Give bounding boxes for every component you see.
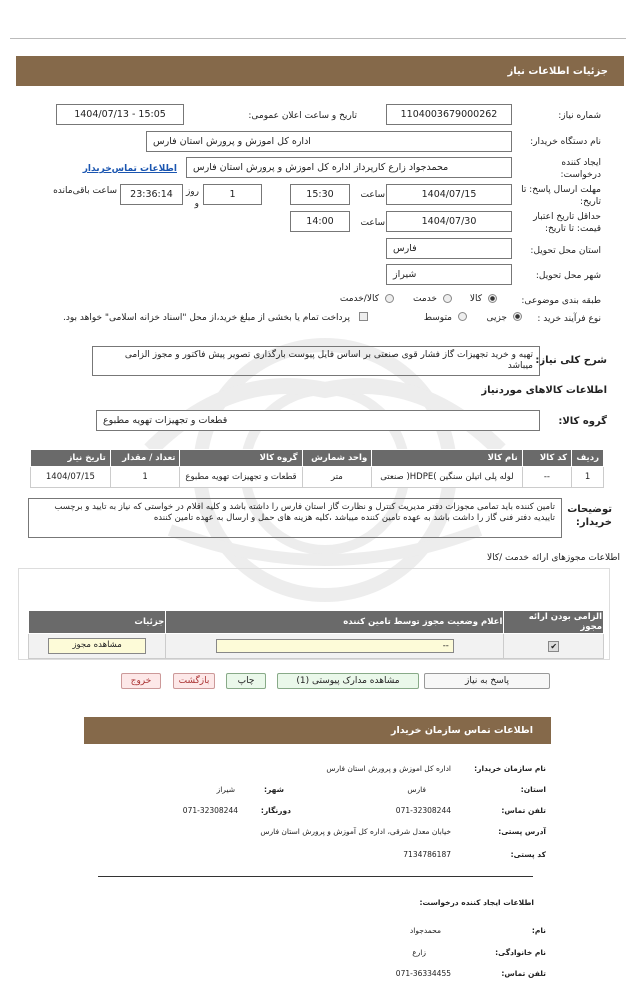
creator-label: ایجاد کننده درخواست:: [560, 158, 601, 180]
page-title: جزئیات اطلاعات نیاز: [507, 66, 608, 77]
validity-label: حداقل تاریخ اعتبار قیمت: تا تاریخ:: [533, 212, 601, 234]
attachments-button[interactable]: مشاهده مدارک پیوستی (1): [277, 673, 419, 689]
permits-table: [28, 610, 604, 659]
goods-group-label: گروه کالا:: [558, 416, 607, 427]
contact-header: [84, 717, 551, 744]
view-permit-button[interactable]: مشاهده مجوز: [48, 638, 146, 654]
announce-field: 1404/07/13 - 15:05: [56, 104, 184, 125]
contact-org-label: نام سازمان خریدار:: [474, 764, 546, 773]
province-field: فارس: [386, 238, 512, 259]
buyer-contact-link[interactable]: اطلاعات تماس‌خریدار: [82, 164, 177, 174]
exit-button[interactable]: خروج: [121, 673, 161, 689]
announce-label: تاریخ و ساعت اعلان عمومی:: [248, 111, 357, 121]
category-label: طبقه بندی موضوعی:: [521, 296, 601, 306]
buyer-notes-box: تامین کننده باید تمامی مجوزات دفتر مدیریت کنترل و نظارت گاز استان فارس را داشته باشد و کلیه اقلام در خواستی که نیاز به تایید و برچسب تاییدیه دفتر فنی گاز را داشت باشد به عهده تامین کننده میباشد ،کلیه هزینه های حمل و ارسال به عهده تامین کننده: [28, 498, 562, 538]
cell-details: [29, 634, 166, 659]
cell-name: لوله پلی اتیلن سنگین )HDPE( صنعتی: [372, 467, 522, 488]
cell-unit: متر: [302, 467, 372, 488]
back-button[interactable]: بازگشت: [173, 673, 215, 689]
cell-row: 1: [572, 467, 604, 488]
contact-title: اطلاعات تماس سازمان خریدار: [390, 725, 533, 736]
process-medium-label: متوسط: [423, 313, 452, 323]
contact-city-label: شهر:: [264, 785, 284, 794]
goods-group-field: قطعات و تجهیزات تهویه مطبوع: [96, 410, 540, 431]
deadline-date-field: 1404/07/15: [386, 184, 512, 205]
validity-time-label: ساعت: [360, 218, 385, 228]
need-number-field: 1104003679000262: [386, 104, 512, 125]
days-field: 1: [203, 184, 262, 205]
buyer-notes-label: توضیحات خریدار:: [567, 504, 612, 528]
deadline-time-field: 15:30: [290, 184, 350, 205]
contact-postal-value: 7134786187: [403, 850, 451, 859]
col-unit: واحد شمارش: [302, 450, 372, 467]
deadline-label: مهلت ارسال پاسخ: تا تاریخ:: [521, 185, 601, 207]
col-details: جزئیات: [29, 611, 166, 634]
contact-province-value: فارس: [407, 785, 426, 794]
process-minor-radio[interactable]: [513, 312, 522, 321]
need-number-label: شماره نیاز:: [558, 111, 601, 121]
reply-button[interactable]: پاسخ به نیاز: [424, 673, 550, 689]
category-service-radio[interactable]: [443, 294, 452, 303]
category-goods-radio[interactable]: [488, 294, 497, 303]
creator-name-value: محمدجواد: [409, 926, 441, 935]
cell-required: [504, 634, 604, 659]
col-code: کد کالا: [522, 450, 571, 467]
col-required: الزامی بودن ارائه مجوز: [504, 611, 604, 634]
buyer-org-field: اداره کل اموزش و پرورش استان فارس: [146, 131, 512, 152]
col-date: تاریخ نیاز: [31, 450, 111, 467]
contact-fax-value: 071-32308244: [182, 806, 238, 815]
permits-table-header: [29, 611, 604, 634]
print-button[interactable]: چاپ: [226, 673, 266, 689]
category-goods-label: کالا: [469, 294, 482, 304]
contact-phone-label: تلفن تماس:: [501, 806, 546, 815]
required-checkbox: ✔: [548, 641, 559, 652]
col-group: گروه کالا: [180, 450, 302, 467]
table-row: [31, 467, 604, 488]
contact-province-label: استان:: [520, 785, 546, 794]
contact-postal-label: کد پستی:: [510, 850, 546, 859]
page-header: [16, 56, 624, 86]
description-box: تهیه و خرید تجهیزات گاز فشار قوی صنعتی بر اساس فایل پیوست بارگذاری تصویر پیش فاکتور و مجوز الزامی میباشد: [92, 346, 540, 376]
contact-city-value: شیراز: [216, 785, 235, 794]
cell-code: --: [522, 467, 571, 488]
creator-phone-label: تلفن تماس:: [501, 969, 546, 978]
payment-note: پرداخت تمام یا بخشی از مبلغ خرید،از محل "اسناد خزانه اسلامی" خواهد بود.: [62, 313, 350, 323]
cell-date: 1404/07/15: [31, 467, 111, 488]
validity-date-field: 1404/07/30: [386, 211, 512, 232]
cell-status: [166, 634, 504, 659]
process-medium-radio[interactable]: [458, 312, 467, 321]
table-row: [29, 634, 604, 659]
col-name: نام کالا: [372, 450, 522, 467]
goods-table-header: [31, 450, 604, 467]
permit-status-field[interactable]: --: [216, 639, 454, 653]
creator-info-title: اطلاعات ایجاد کننده درخواست:: [419, 898, 534, 907]
buyer-org-label: نام دستگاه خریدار:: [530, 137, 601, 147]
goods-table: [30, 449, 604, 488]
treasury-checkbox[interactable]: [359, 312, 368, 321]
category-service-label: خدمت: [413, 294, 437, 304]
description-label: شرح کلی نیاز:: [535, 355, 607, 366]
creator-family-label: نام خانوادگی:: [495, 948, 546, 957]
permits-title: اطلاعات مجوزهای ارائه خدمت /کالا: [486, 553, 620, 563]
process-minor-label: جزیی: [486, 313, 507, 323]
contact-divider: [98, 876, 533, 877]
days-label: روز و: [185, 187, 199, 209]
contact-org-value: اداره کل اموزش و پرورش استان فارس: [326, 764, 451, 773]
top-divider: [10, 38, 626, 39]
col-qty: تعداد / مقدار: [110, 450, 180, 467]
contact-address-value: خیابان معدل شرقی، اداره کل آموزش و پرورش استان فارس: [260, 827, 451, 836]
category-both-radio[interactable]: [385, 294, 394, 303]
creator-field: محمدجواد زارع کارپرداز اداره کل اموزش و پرورش استان فارس: [186, 157, 512, 178]
category-both-label: کالا/خدمت: [339, 294, 379, 304]
city-field: شیراز: [386, 264, 512, 285]
validity-time-field: 14:00: [290, 211, 350, 232]
contact-fax-label: دورنگار:: [260, 806, 291, 815]
cell-qty: 1: [110, 467, 180, 488]
remaining-label: ساعت باقی‌مانده: [53, 186, 117, 196]
creator-phone-value: 071-36334455: [395, 969, 451, 978]
process-label: نوع فرآیند خرید :: [537, 314, 601, 324]
creator-name-label: نام:: [531, 926, 546, 935]
goods-section-title: اطلاعات کالاهای موردنیاز: [481, 385, 607, 396]
col-row: ردیف: [572, 450, 604, 467]
city-label: شهر محل تحویل:: [535, 271, 601, 281]
remaining-time-field: 23:36:14: [120, 184, 183, 205]
contact-address-label: آدرس پستی:: [498, 827, 546, 836]
province-label: استان محل تحویل:: [530, 246, 601, 256]
cell-group: قطعات و تجهیزات تهویه مطبوع: [180, 467, 302, 488]
deadline-time-label: ساعت: [360, 190, 385, 200]
contact-phone-value: 071-32308244: [395, 806, 451, 815]
col-status: اعلام وضعیت مجوز توسط تامین کننده: [166, 611, 504, 634]
creator-family-value: زارع: [412, 948, 426, 957]
